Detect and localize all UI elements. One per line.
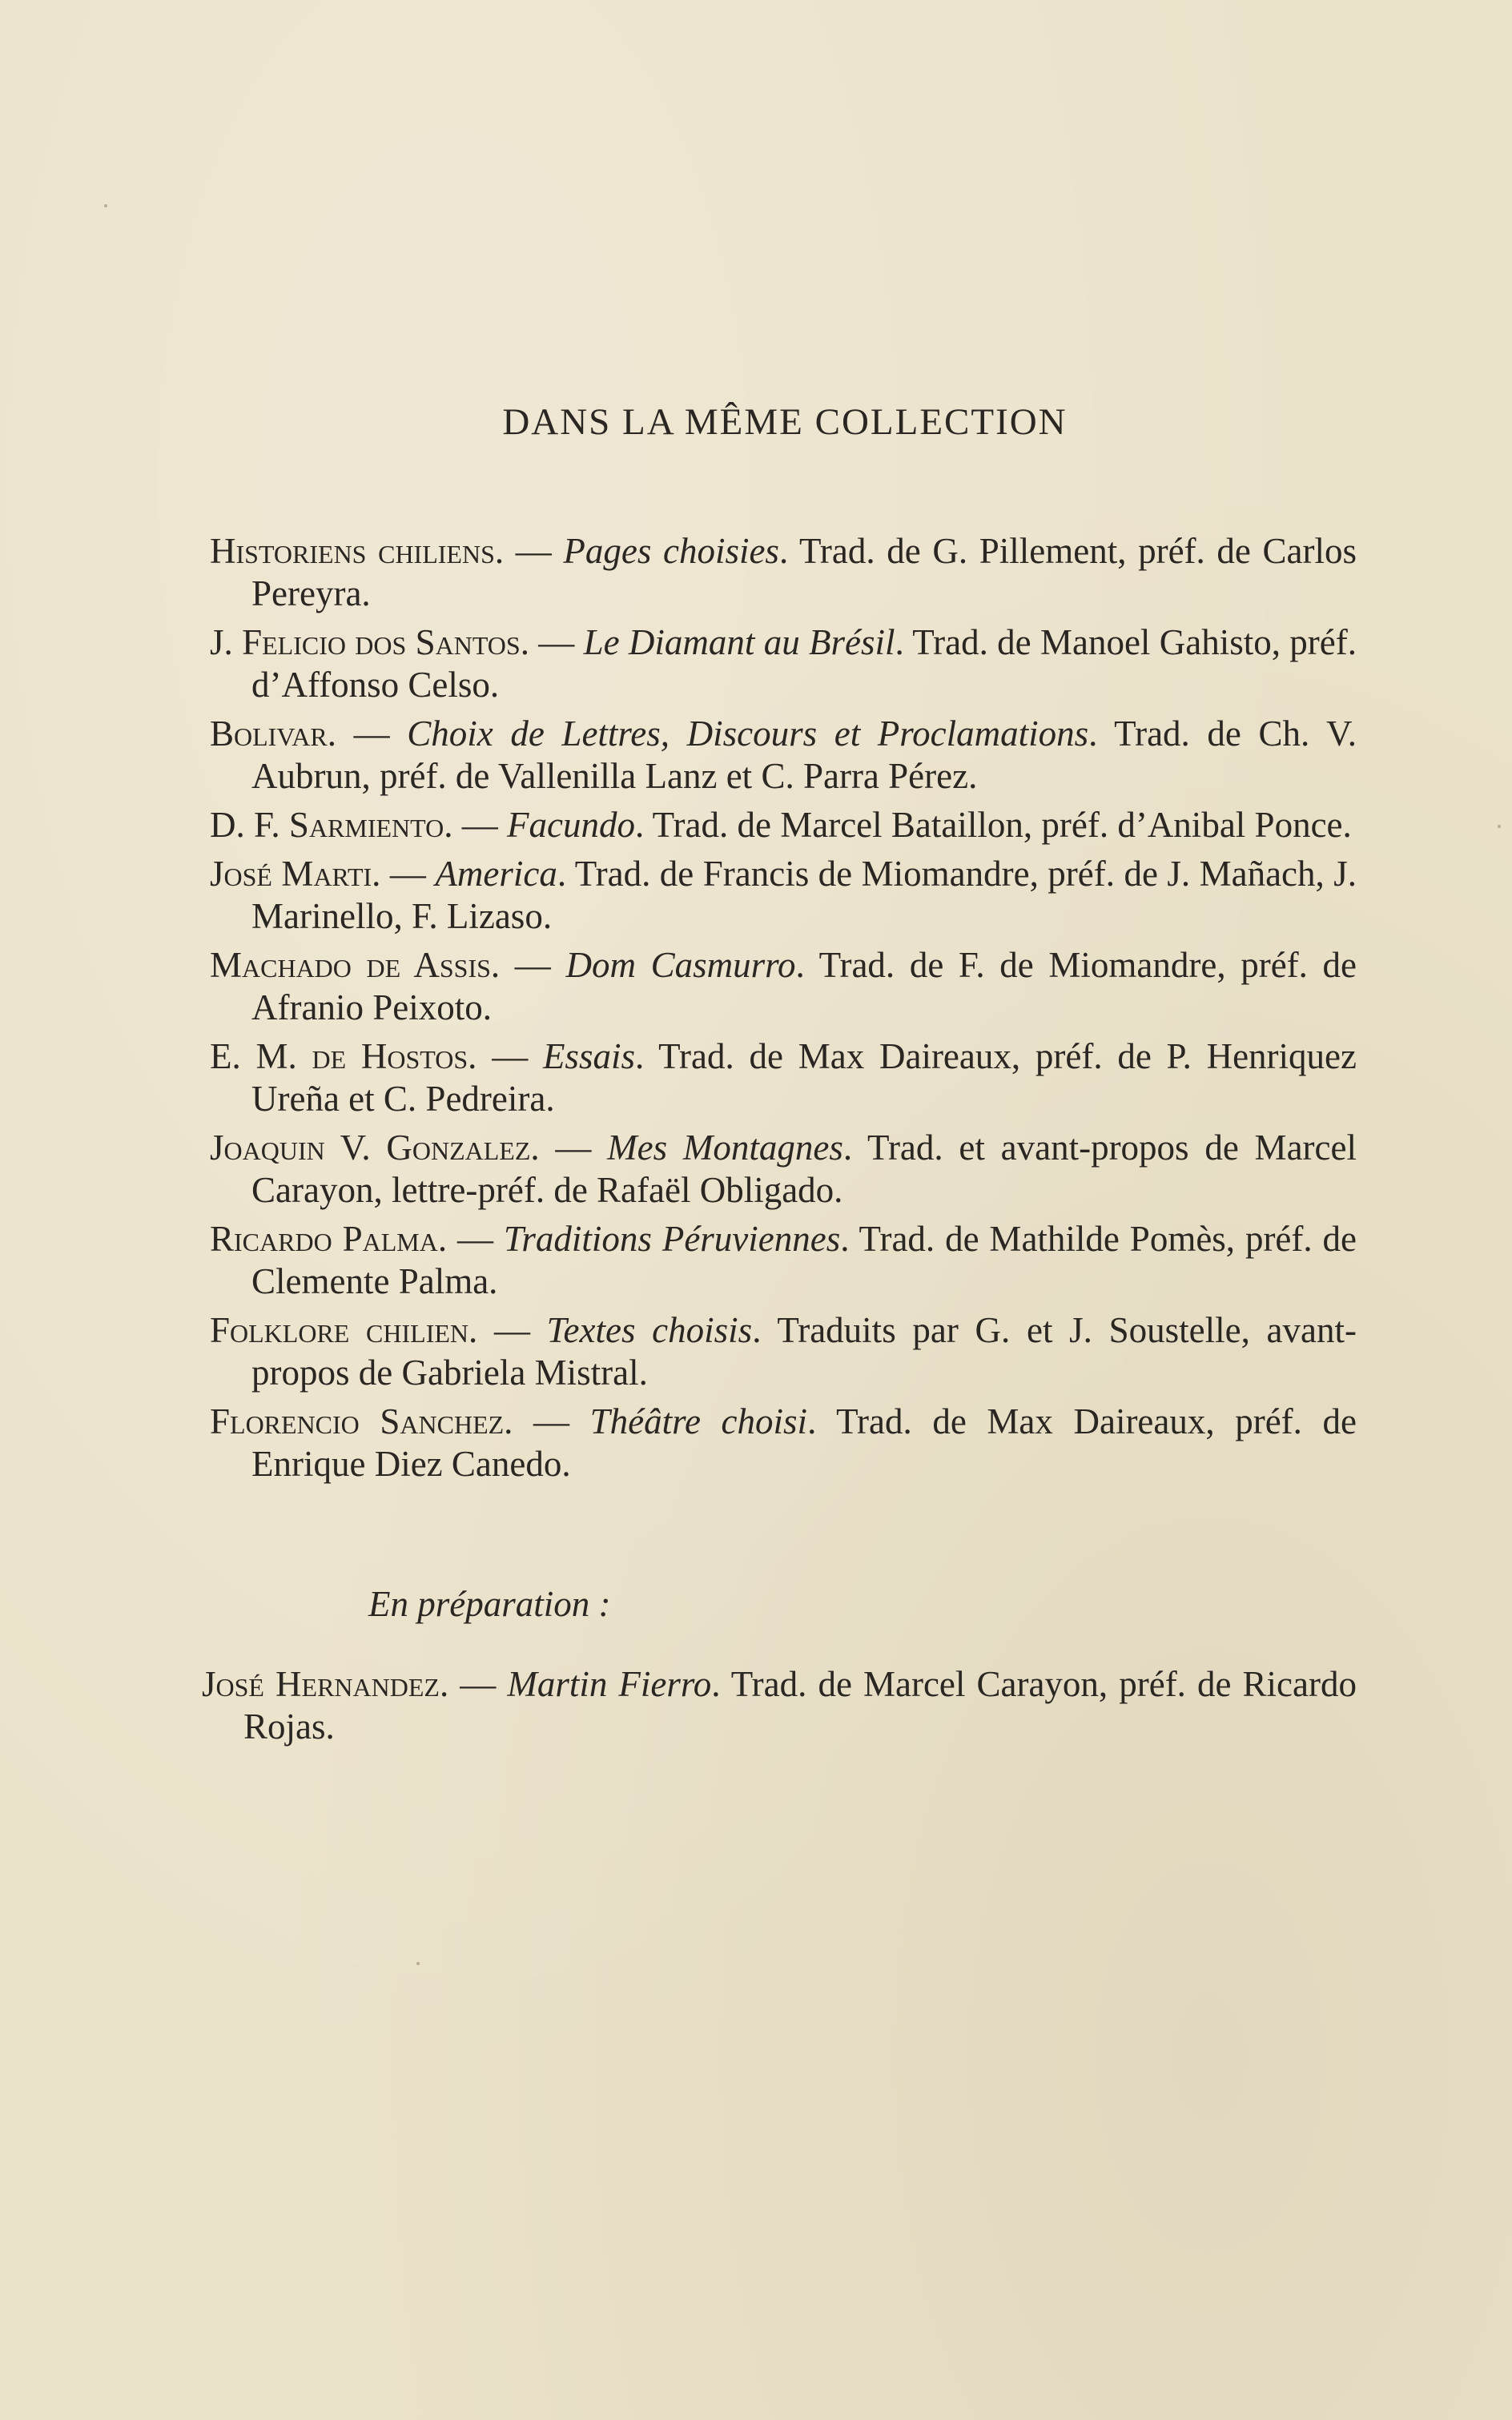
entry-title: Dom Casmurro bbox=[565, 945, 796, 985]
entry-details: . Trad. de Ch. V. Aubrun, préf. de Vallenilla Lanz et C. Parra Pérez. bbox=[251, 714, 1357, 796]
entry-author: José Marti. bbox=[210, 854, 381, 894]
entry-title: Choix de Lettres, Discours et Proclamations bbox=[407, 714, 1089, 754]
entry-dash: — bbox=[447, 1219, 504, 1259]
entry-dash: — bbox=[336, 714, 408, 754]
entry-details: . Trad. de Marcel Carayon, préf. de Ricardo Rojas. bbox=[243, 1664, 1357, 1747]
list-item bbox=[210, 1035, 1357, 1120]
entry-author: Bolivar. bbox=[210, 714, 337, 754]
entry-details: . Trad. de Manoel Gahisto, préf. d’Affonso Celso. bbox=[251, 622, 1357, 705]
list-item bbox=[210, 1218, 1357, 1303]
entry-dash: — bbox=[452, 805, 507, 845]
in-preparation-list bbox=[202, 1663, 1357, 1755]
entry-dash: — bbox=[504, 531, 564, 571]
list-item bbox=[210, 1309, 1357, 1394]
paper-speck bbox=[416, 1962, 420, 1965]
entry-author: Machado de Assis. bbox=[210, 945, 501, 985]
entry-dash: — bbox=[529, 622, 584, 662]
entry-title: Traditions Péruviennes bbox=[503, 1219, 841, 1259]
list-item bbox=[202, 1663, 1357, 1748]
entry-title: America bbox=[435, 854, 557, 894]
entry-details: . Traduits par G. et J. Soustelle, avant-propos de Gabriela Mistral. bbox=[251, 1310, 1357, 1393]
entry-author: Historiens chiliens. bbox=[210, 531, 505, 571]
list-item bbox=[210, 713, 1357, 798]
entry-title: Pages choisies bbox=[563, 531, 779, 571]
list-item bbox=[210, 1127, 1357, 1212]
entry-dash: — bbox=[477, 1036, 543, 1076]
entry-dash: — bbox=[539, 1128, 608, 1168]
entry-details: . Trad. de G. Pillement, préf. de Carlos Pereyra. bbox=[251, 531, 1357, 613]
entry-dash: — bbox=[513, 1401, 590, 1441]
entry-details: . Trad. de Marcel Bataillon, préf. d’Anibal Ponce. bbox=[634, 805, 1352, 845]
entry-author: Joaquin V. Gonzalez. bbox=[210, 1128, 540, 1168]
list-item bbox=[210, 1401, 1357, 1485]
entry-details: . Trad. de Francis de Miomandre, préf. de J. Mañach, J. Marinello, F. Lizaso. bbox=[251, 854, 1357, 936]
paper-speck bbox=[104, 204, 107, 207]
entry-author: D. F. Sarmiento. bbox=[210, 805, 453, 845]
entry-title: Théâtre choisi bbox=[589, 1401, 808, 1441]
list-item bbox=[210, 530, 1357, 615]
in-preparation-label: En préparation : bbox=[368, 1584, 611, 1624]
entry-details: . Trad. de Mathilde Pomès, préf. de Clemente Palma. bbox=[251, 1219, 1357, 1301]
entry-title: Mes Montagnes bbox=[607, 1128, 843, 1168]
collection-list bbox=[210, 530, 1357, 1492]
entry-title: Textes choisis bbox=[546, 1310, 753, 1350]
entry-details: . Trad. de F. de Miomandre, préf. de Afranio Peixoto. bbox=[251, 945, 1357, 1027]
list-item bbox=[210, 944, 1357, 1029]
entry-title: Martin Fierro bbox=[507, 1664, 712, 1704]
entry-author: José Hernandez. bbox=[202, 1664, 449, 1704]
list-item bbox=[210, 621, 1357, 706]
paper-speck bbox=[1498, 825, 1501, 828]
entry-author: J. Felicio dos Santos. bbox=[210, 622, 529, 662]
entry-dash: — bbox=[477, 1310, 547, 1350]
collection-heading: DANS LA MÊME COLLECTION bbox=[502, 401, 1068, 443]
entry-author: E. M. de Hostos. bbox=[210, 1036, 477, 1076]
entry-author: Florencio Sanchez. bbox=[210, 1401, 513, 1441]
list-item bbox=[210, 804, 1357, 846]
entry-details: . Trad. et avant-propos de Marcel Carayon, lettre-préf. de Rafaël Obligado. bbox=[251, 1128, 1357, 1210]
entry-title: Essais bbox=[542, 1036, 635, 1076]
entry-title: Le Diamant au Brésil bbox=[583, 622, 895, 662]
entry-dash: — bbox=[380, 854, 436, 894]
entry-dash: — bbox=[448, 1664, 508, 1704]
entry-title: Facundo bbox=[507, 805, 635, 845]
entry-author: Ricardo Palma. bbox=[210, 1219, 448, 1259]
list-item bbox=[210, 853, 1357, 938]
entry-dash: — bbox=[500, 945, 566, 985]
entry-details: . Trad. de Max Daireaux, préf. de Enrique Diez Canedo. bbox=[251, 1401, 1357, 1484]
entry-author: Folklore chilien. bbox=[210, 1310, 478, 1350]
entry-details: . Trad. de Max Daireaux, préf. de P. Henriquez Ureña et C. Pedreira. bbox=[251, 1036, 1357, 1119]
